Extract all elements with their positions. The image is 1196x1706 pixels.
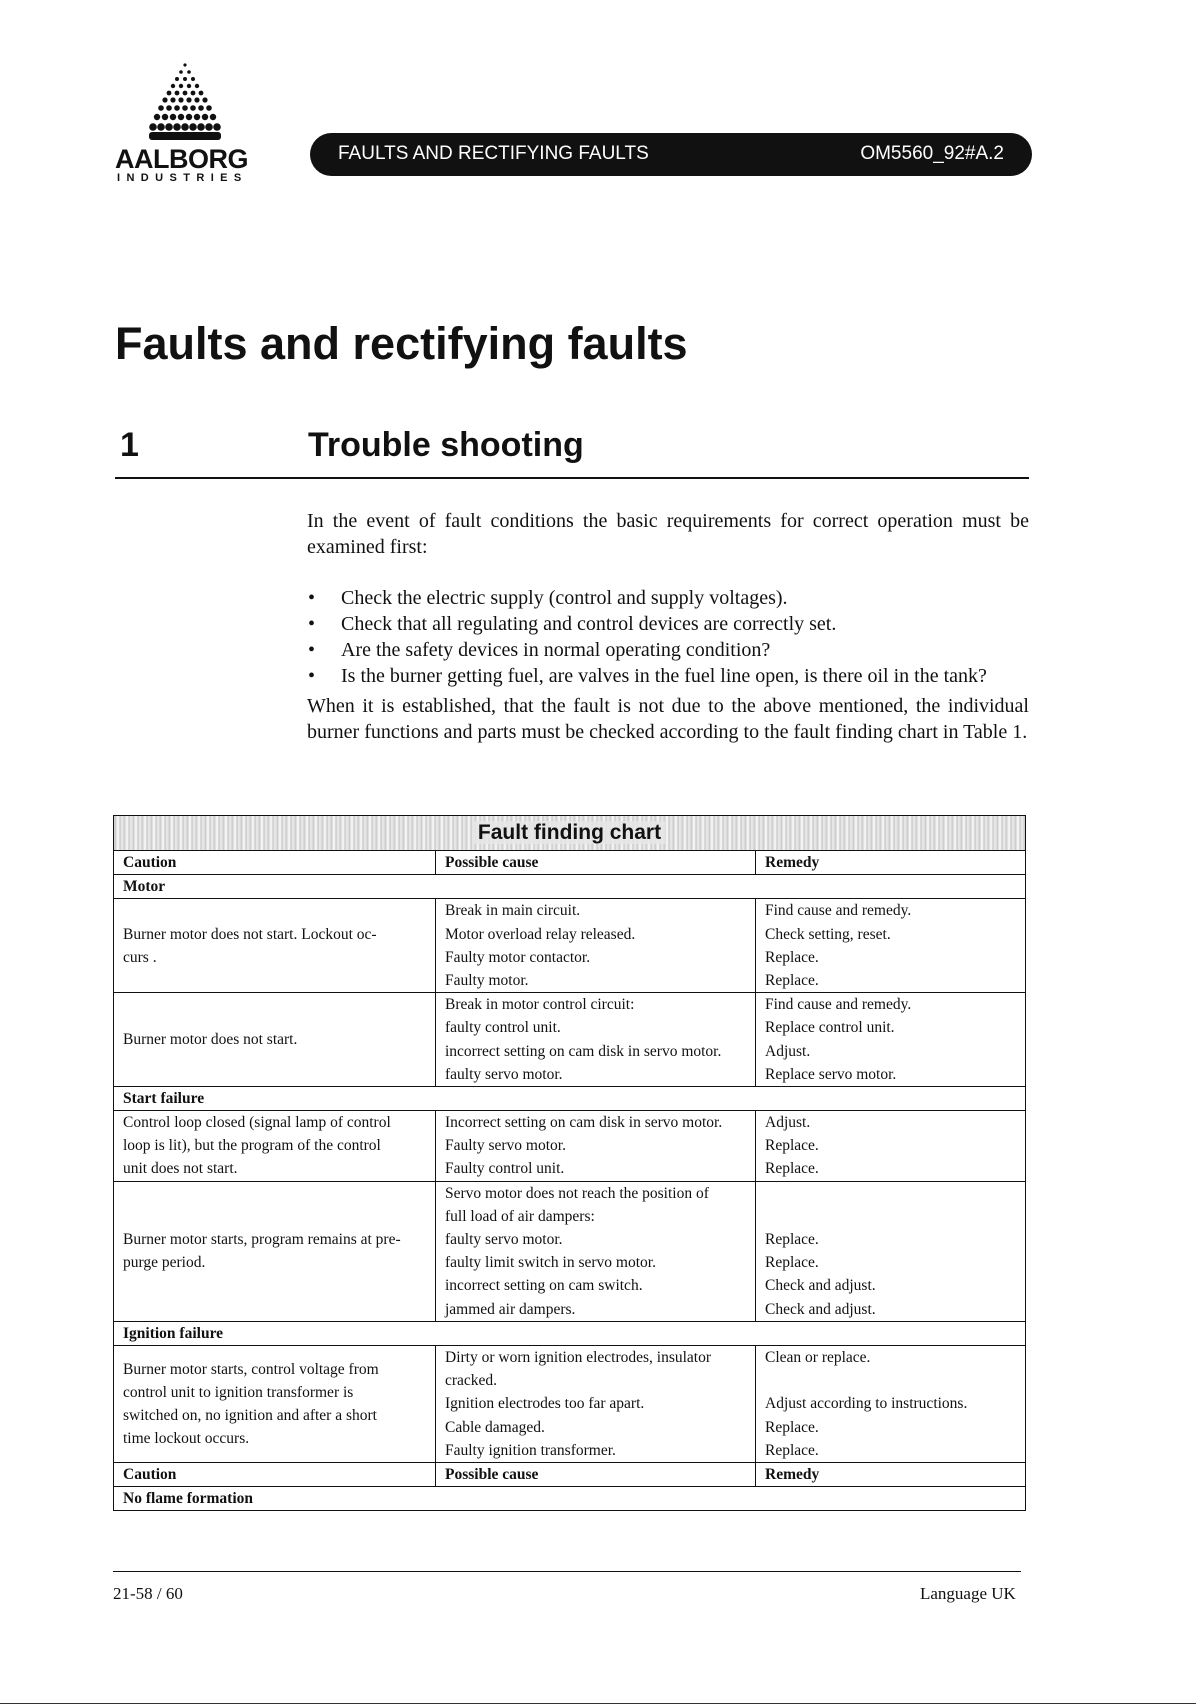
caution-cell: Burner motor does not start. Lockout oc- curs .	[114, 899, 436, 993]
section-divider	[115, 477, 1029, 479]
logo-dot-pyramid	[115, 60, 255, 144]
group-row-motor: Motor	[114, 875, 1026, 899]
caution-cell: Burner motor does not start.	[114, 993, 436, 1087]
remedy-cell: Replace. Replace. Check and adjust. Check and adjust.	[756, 1181, 1026, 1321]
checklist-item: • Check that all regulating and control devices are correctly set.	[307, 611, 1047, 637]
cause-cell: Break in motor control circuit: faulty control unit. incorrect setting on cam disk in servo motor. faulty servo motor.	[436, 993, 756, 1087]
table-row	[114, 1111, 1026, 1182]
company-logo	[115, 60, 255, 190]
column-header-caution: Caution	[114, 851, 436, 875]
page-title: Faults and rectifying faults	[115, 318, 688, 369]
footer-divider	[113, 1571, 1021, 1572]
caution-cell: Control loop closed (signal lamp of control loop is lit), but the program of the control unit does not start.	[114, 1111, 436, 1182]
column-header-cause: Possible cause	[436, 851, 756, 875]
header-doc-id: OM5560_92#A.2	[860, 143, 1004, 164]
group-row-no-flame: No flame formation	[114, 1487, 1026, 1511]
column-header-remedy: Remedy	[756, 851, 1026, 875]
remedy-cell: Adjust. Replace. Replace.	[756, 1111, 1026, 1182]
table-row	[114, 899, 1026, 993]
section-title: Trouble shooting	[308, 426, 584, 464]
remedy-cell: Clean or replace. Adjust according to instructions. Replace. Replace.	[756, 1346, 1026, 1463]
language-label: Language UK	[920, 1584, 1016, 1603]
column-header-cause: Possible cause	[436, 1462, 756, 1486]
cause-cell: Incorrect setting on cam disk in servo motor. Faulty servo motor. Faulty control unit.	[436, 1111, 756, 1182]
table-header-row	[114, 851, 1026, 875]
header-title: FAULTS AND RECTIFYING FAULTS	[338, 143, 649, 164]
followup-paragraph: When it is established, that the fault is not due to the above mentioned, the individual burner functions and parts must be checked according to the fault finding chart in Table 1.	[307, 695, 1029, 743]
header-bar	[310, 133, 1032, 176]
page-number: 21-58 / 60	[113, 1584, 183, 1603]
table-header-row	[114, 1462, 1026, 1486]
checklist-item: • Are the safety devices in normal operating condition?	[307, 637, 1047, 663]
logo-name: AALBORG	[115, 144, 248, 174]
column-header-caution: Caution	[114, 1462, 436, 1486]
table-caption: Fault finding chart	[114, 816, 1026, 851]
table-row	[114, 1181, 1026, 1321]
column-header-remedy: Remedy	[756, 1462, 1026, 1486]
section-number: 1	[120, 426, 139, 464]
table-row	[114, 1346, 1026, 1463]
group-row-ignition-failure: Ignition failure	[114, 1321, 1026, 1345]
checklist	[307, 585, 1047, 689]
intro-paragraph: In the event of fault conditions the basic requirements for correct operation must be examined first:	[307, 510, 1029, 558]
logo-subtitle: INDUSTRIES	[117, 172, 248, 184]
remedy-cell: Find cause and remedy. Replace control unit. Adjust. Replace servo motor.	[756, 993, 1026, 1087]
cause-cell: Dirty or worn ignition electrodes, insulator cracked. Ignition electrodes too far apart. Cable damaged. Faulty ignition transformer.	[436, 1346, 756, 1463]
caution-cell: Burner motor starts, control voltage from control unit to ignition transformer is switched on, no ignition and after a short time lockout occurs.	[114, 1346, 436, 1463]
page-bottom-edge	[0, 1703, 1196, 1704]
checklist-item: • Check the electric supply (control and supply voltages).	[307, 585, 1047, 611]
caution-cell: Burner motor starts, program remains at pre- purge period.	[114, 1181, 436, 1321]
cause-cell: Break in main circuit. Motor overload relay released. Faulty motor contactor. Faulty motor.	[436, 899, 756, 993]
group-row-start-failure: Start failure	[114, 1086, 1026, 1110]
cause-cell: Servo motor does not reach the position of full load of air dampers: faulty servo motor. faulty limit switch in servo motor. incorrect setting on cam switch. jammed air dampers.	[436, 1181, 756, 1321]
checklist-item: • Is the burner getting fuel, are valves in the fuel line open, is there oil in the tank?	[307, 663, 1047, 689]
remedy-cell: Find cause and remedy. Check setting, reset. Replace. Replace.	[756, 899, 1026, 993]
table-row	[114, 993, 1026, 1087]
fault-finding-table	[113, 815, 1026, 1511]
